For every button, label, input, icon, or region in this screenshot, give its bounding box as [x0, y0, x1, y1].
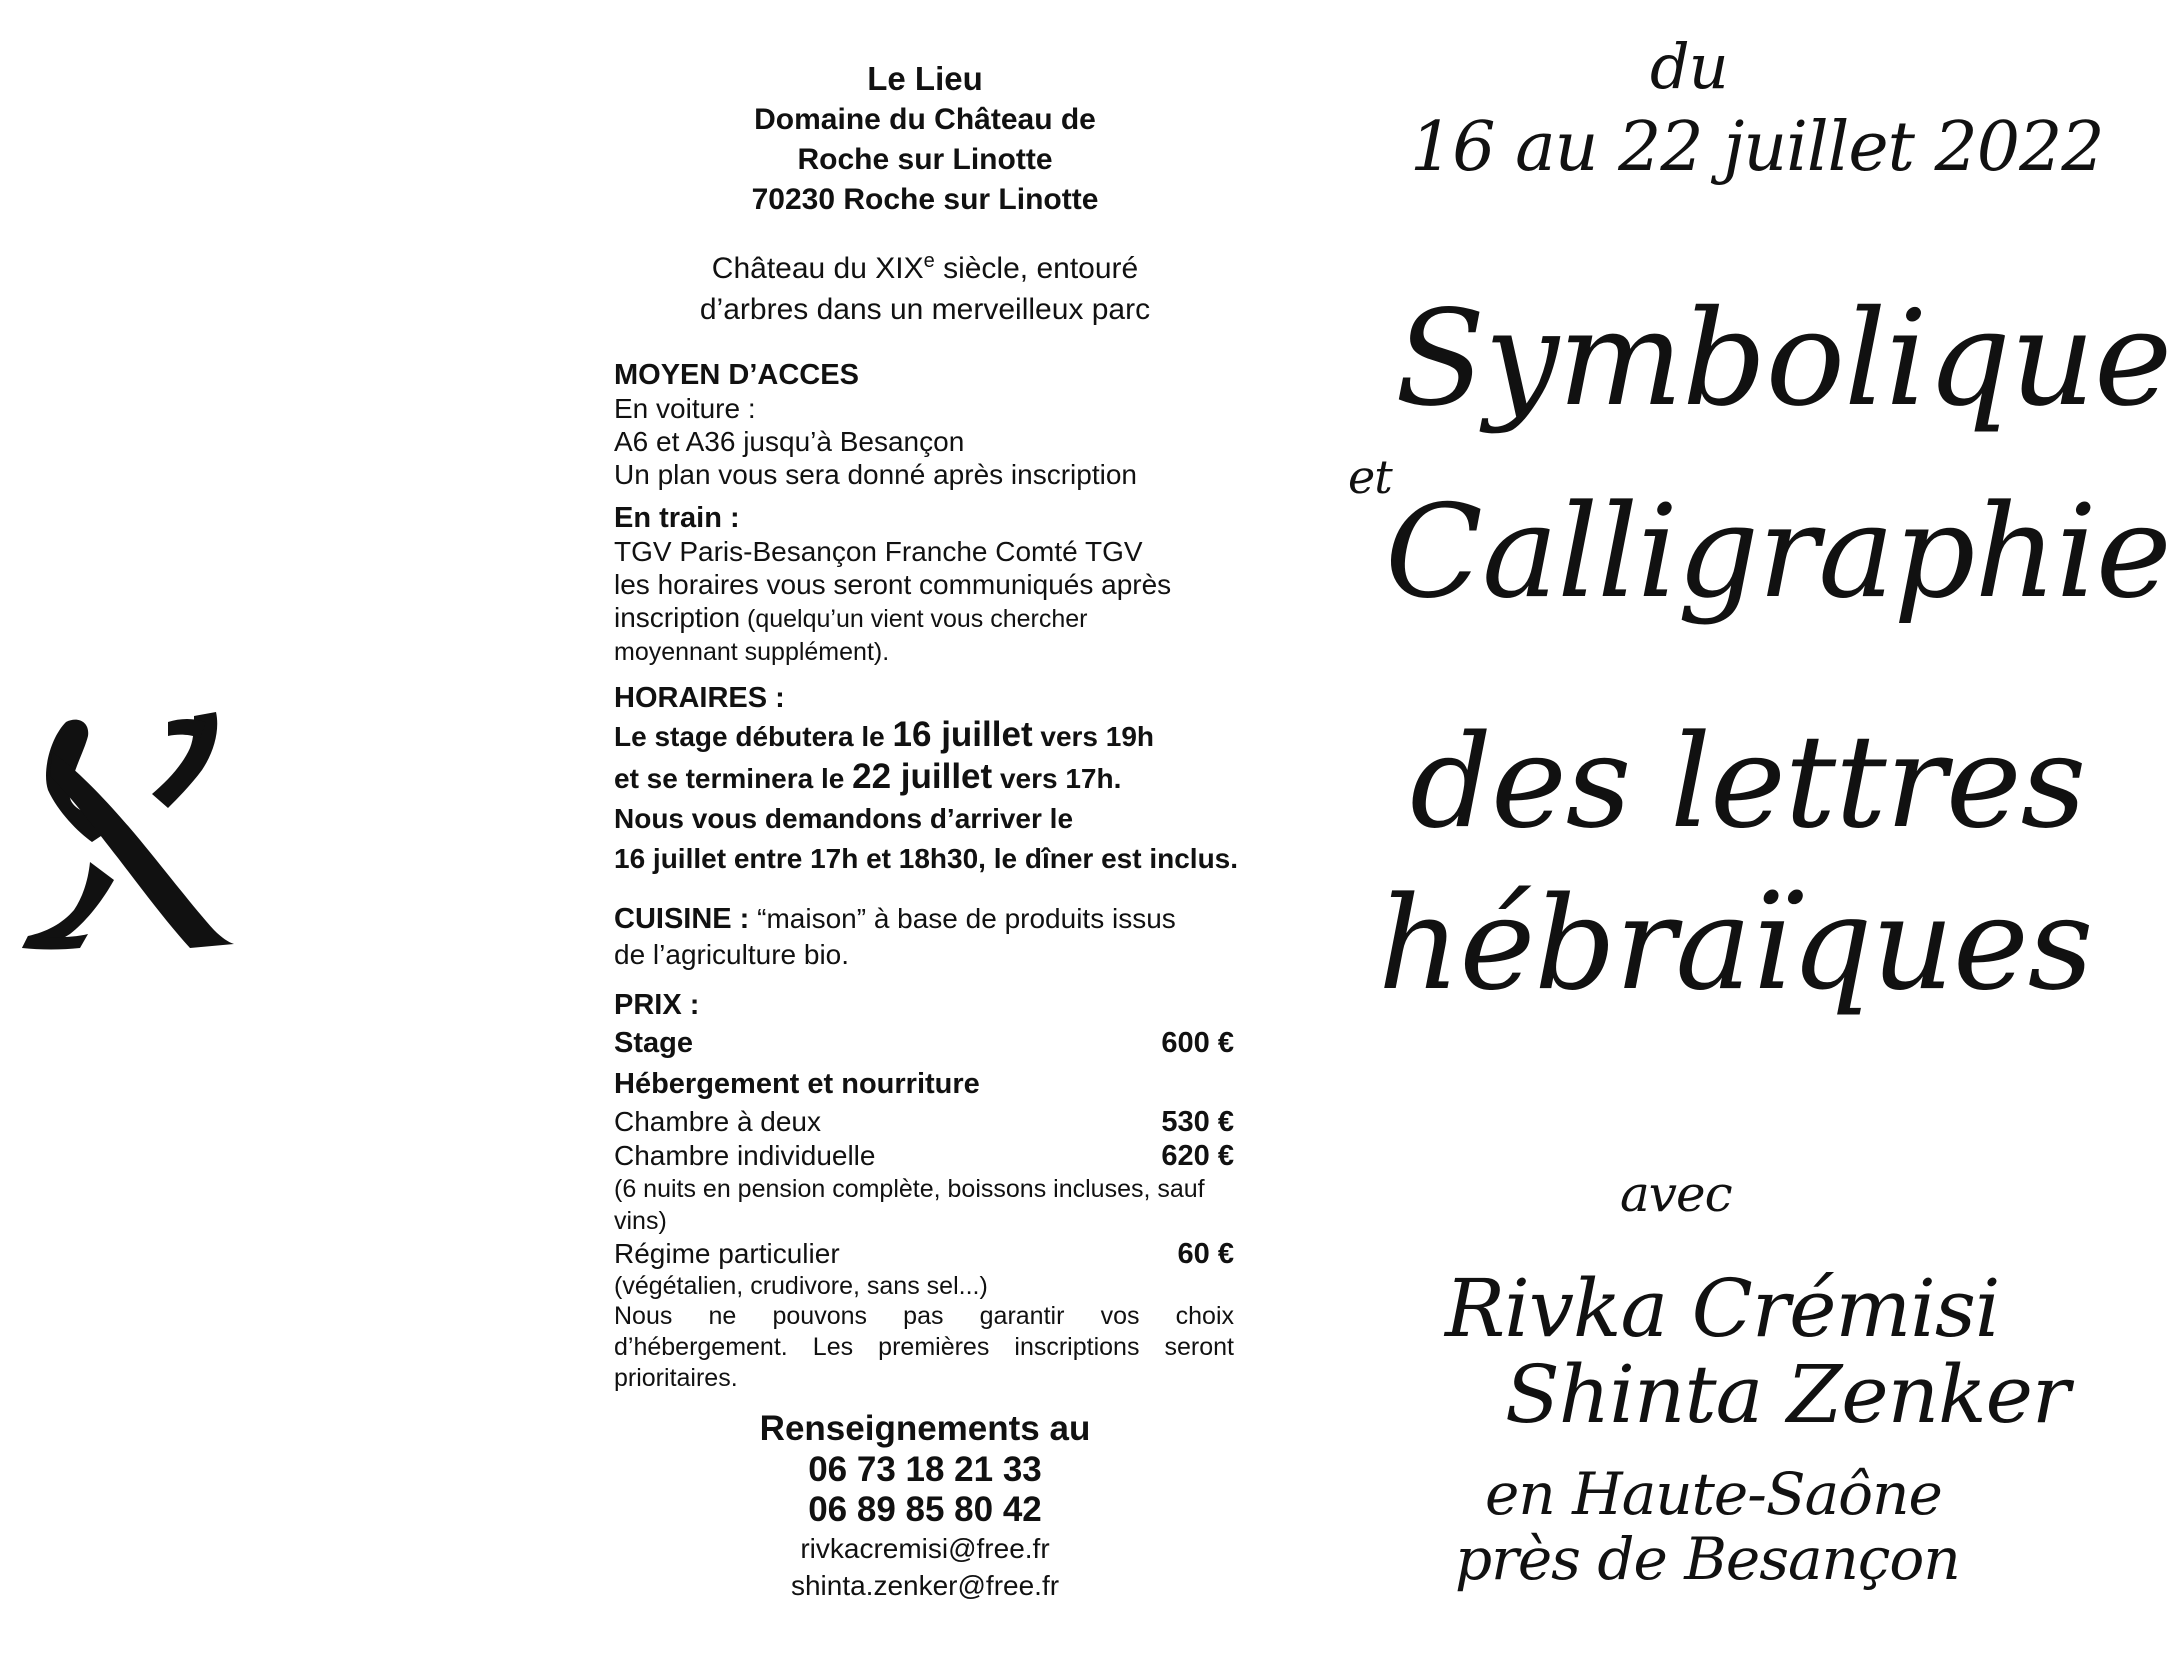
- email-address: shinta.zenker@free.fr: [790, 1570, 1060, 1601]
- price-value: 600 €: [1161, 1027, 1234, 1059]
- pension-note: (6 nuits en pension complète, boissons incluses, sauf: [614, 1175, 1205, 1203]
- acces-text: En voiture :: [614, 393, 756, 424]
- phone-number: 06 73 18 21 33: [808, 1450, 1042, 1489]
- price-label: Chambre individuelle: [614, 1140, 876, 1171]
- cover-calligraphie: Calligraphie: [1385, 478, 2171, 627]
- cuisine-text: de l’agriculture bio.: [614, 939, 850, 970]
- cuisine-section: [614, 901, 1240, 973]
- horaires-section: [614, 681, 1240, 879]
- train-text: moyennant supplément).: [614, 638, 890, 666]
- price-row: [614, 1237, 1234, 1271]
- cover-hebraiques: hébraïques: [1378, 870, 2093, 1019]
- lieu-title: Le Lieu: [867, 60, 983, 97]
- cover-avec: avec: [1620, 1165, 1732, 1223]
- info-column: [610, 58, 1240, 1604]
- hebergement-heading: Hébergement et nourriture: [614, 1068, 980, 1100]
- regime-note: (végétalien, crudivore, sans sel...): [614, 1272, 988, 1300]
- lieu-address-line: Roche sur Linotte: [797, 143, 1053, 176]
- acces-heading: MOYEN D’ACCES: [614, 359, 859, 391]
- price-label: Stage: [614, 1027, 693, 1059]
- cover-place: en Haute-Saône: [1485, 1460, 1942, 1528]
- cover-name: Rivka Crémisi: [1445, 1262, 2000, 1355]
- price-row: [614, 1023, 1234, 1063]
- lieu-address-line: Domaine du Château de: [754, 103, 1096, 136]
- chateau-text: Château du XIX: [711, 252, 924, 285]
- price-row: [614, 1139, 1234, 1173]
- horaires-heading: HORAIRES :: [614, 682, 785, 714]
- acces-section: [614, 358, 1240, 669]
- price-label: Chambre à deux: [614, 1106, 822, 1137]
- price-value: 530 €: [1161, 1106, 1234, 1138]
- cover-du: du: [1650, 30, 1728, 103]
- price-label: Régime particulier: [614, 1238, 840, 1269]
- email-address: rivkacremisi@free.fr: [800, 1533, 1050, 1564]
- cover-place: près de Besançon: [1455, 1525, 1960, 1593]
- cuisine-label: CUISINE :: [614, 903, 750, 935]
- chateau-description: [610, 241, 1240, 330]
- prix-section: [614, 987, 1240, 1394]
- horaires-text: Le stage débutera le: [614, 721, 893, 752]
- train-text: les horaires vous seront communiqués après: [614, 569, 1172, 600]
- train-text: inscription: [614, 602, 741, 633]
- price-value: 60 €: [1177, 1238, 1234, 1270]
- price-value: 620 €: [1161, 1140, 1234, 1172]
- chateau-text: d’arbres dans un merveilleux parc: [699, 293, 1151, 326]
- lieu-section: [610, 58, 1240, 220]
- cover-des-lettres: des lettres: [1410, 708, 2086, 857]
- cover-symbolique: Symbolique: [1395, 282, 2171, 436]
- horaires-text: et se terminera le: [614, 763, 853, 794]
- lieu-address-line: 70230 Roche sur Linotte: [751, 183, 1099, 216]
- contact-title: Renseignements au: [759, 1409, 1091, 1448]
- horaires-text: vers 19h: [1032, 721, 1155, 752]
- horaires-text: 16 juillet entre 17h et 18h30, le dîner est inclus.: [614, 843, 1239, 874]
- horaires-date: 22 juillet: [852, 757, 993, 796]
- phone-number: 06 89 85 80 42: [808, 1490, 1042, 1529]
- horaires-text: vers 17h.: [992, 763, 1122, 794]
- guarantee-note: Nous ne pouvons pas garantir vos choix d’hébergement. Les premières inscriptions seront prioritaires.: [614, 1302, 1234, 1392]
- prix-heading: PRIX :: [614, 989, 700, 1021]
- cover-dates: 16 au 22 juillet 2022: [1410, 108, 2104, 187]
- horaires-date: 16 juillet: [892, 715, 1033, 754]
- contact-section: [610, 1408, 1240, 1604]
- acces-text: A6 et A36 jusqu’à Besançon: [614, 426, 965, 457]
- cover-name: Shinta Zenker: [1505, 1348, 2070, 1441]
- price-row: [614, 1105, 1234, 1139]
- train-text: TGV Paris-Besançon Franche Comté TGV: [614, 536, 1143, 567]
- chateau-text: siècle, entouré: [934, 252, 1139, 285]
- cover-et: et: [1348, 450, 1392, 504]
- train-text: (quelqu’un vient vous chercher: [740, 605, 1088, 633]
- chateau-century-sup: e: [923, 250, 935, 272]
- train-heading: En train :: [614, 502, 740, 534]
- acces-text: Un plan vous sera donné après inscription: [614, 459, 1137, 490]
- cuisine-text: “maison” à base de produits issus: [749, 903, 1176, 934]
- pension-note: vins): [614, 1207, 667, 1235]
- horaires-text: Nous vous demandons d’arriver le: [614, 803, 1074, 834]
- aleph-letter-icon: [18, 712, 248, 952]
